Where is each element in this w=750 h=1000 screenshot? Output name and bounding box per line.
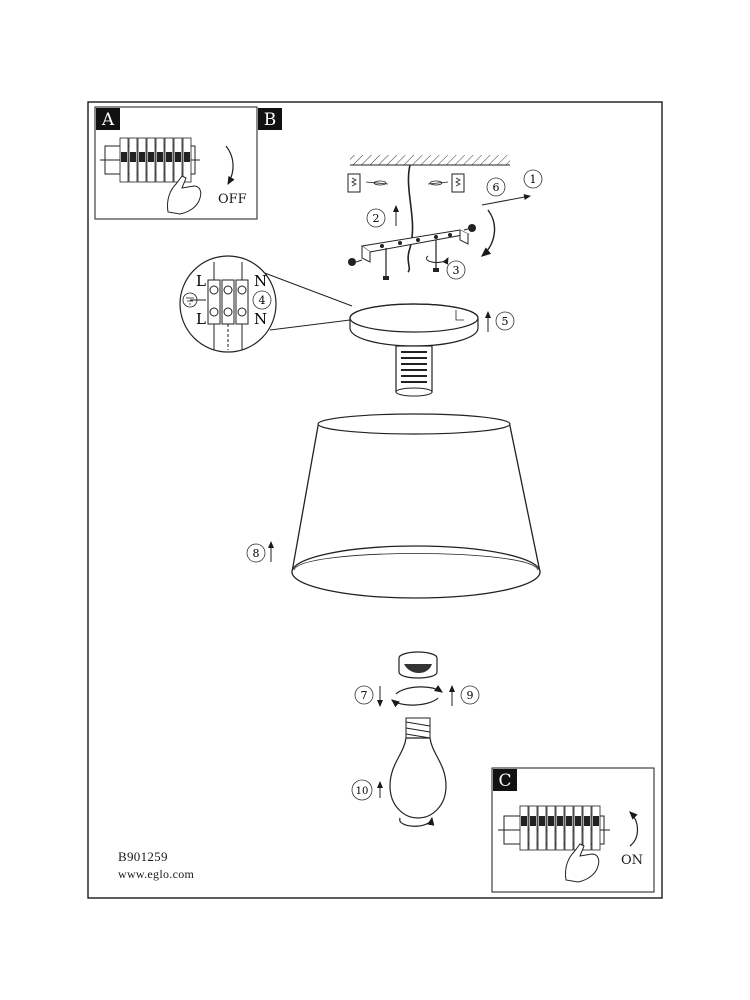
step-9-marker — [461, 686, 479, 704]
breaker-panel-c-icon — [498, 806, 610, 850]
svg-text:6: 6 — [492, 181, 500, 194]
lamp-socket — [396, 346, 432, 396]
mains-cable — [408, 165, 413, 272]
svg-text:9: 9 — [466, 689, 474, 702]
svg-text:5: 5 — [501, 315, 509, 328]
step-4-marker — [253, 291, 271, 309]
wall-plug-right-icon — [428, 174, 464, 192]
turn-off-arrow — [226, 146, 233, 184]
on-label: ON — [621, 853, 644, 868]
panel-c-letter: C — [498, 771, 512, 791]
svg-text:7: 7 — [360, 689, 368, 702]
mounting-bracket — [362, 230, 468, 262]
panel-b-letter: B — [263, 110, 277, 130]
step-10-marker — [352, 780, 372, 800]
rotate-arrow-6 — [482, 210, 495, 256]
step-5-marker — [496, 312, 514, 330]
panel-a-letter: A — [101, 110, 115, 130]
off-label: OFF — [218, 192, 247, 207]
wire-live-top: L — [196, 272, 206, 290]
step-2-marker — [367, 209, 385, 227]
wire-neutral-bottom: N — [254, 310, 268, 328]
svg-text:8: 8 — [252, 547, 260, 560]
svg-text:2: 2 — [372, 212, 380, 225]
wire-neutral-top: N — [254, 272, 268, 290]
breaker-panel-a-icon — [100, 138, 200, 182]
website-link[interactable]: www.eglo.com — [118, 867, 195, 881]
ceiling-hatch — [350, 155, 510, 165]
rotate-arrow-ring — [396, 687, 442, 694]
step-1-marker — [524, 170, 542, 188]
rotate-arrow-bulb — [400, 818, 432, 826]
svg-text:1: 1 — [529, 173, 537, 186]
svg-text:4: 4 — [258, 294, 266, 307]
light-bulb — [390, 718, 446, 818]
step-7-marker — [355, 686, 373, 704]
lamp-shade — [292, 414, 540, 598]
shade-ring — [399, 652, 437, 678]
step-6-marker — [487, 178, 505, 196]
wire-live-bottom: L — [196, 310, 206, 328]
step-8-marker — [247, 544, 265, 562]
model-code: B901259 — [118, 849, 168, 864]
wall-plug-left-icon — [348, 174, 388, 192]
ceiling-canopy — [350, 304, 478, 346]
turn-on-arrow — [630, 812, 638, 846]
svg-text:3: 3 — [452, 264, 460, 277]
svg-text:10: 10 — [355, 786, 369, 797]
step-3-marker — [447, 261, 465, 279]
